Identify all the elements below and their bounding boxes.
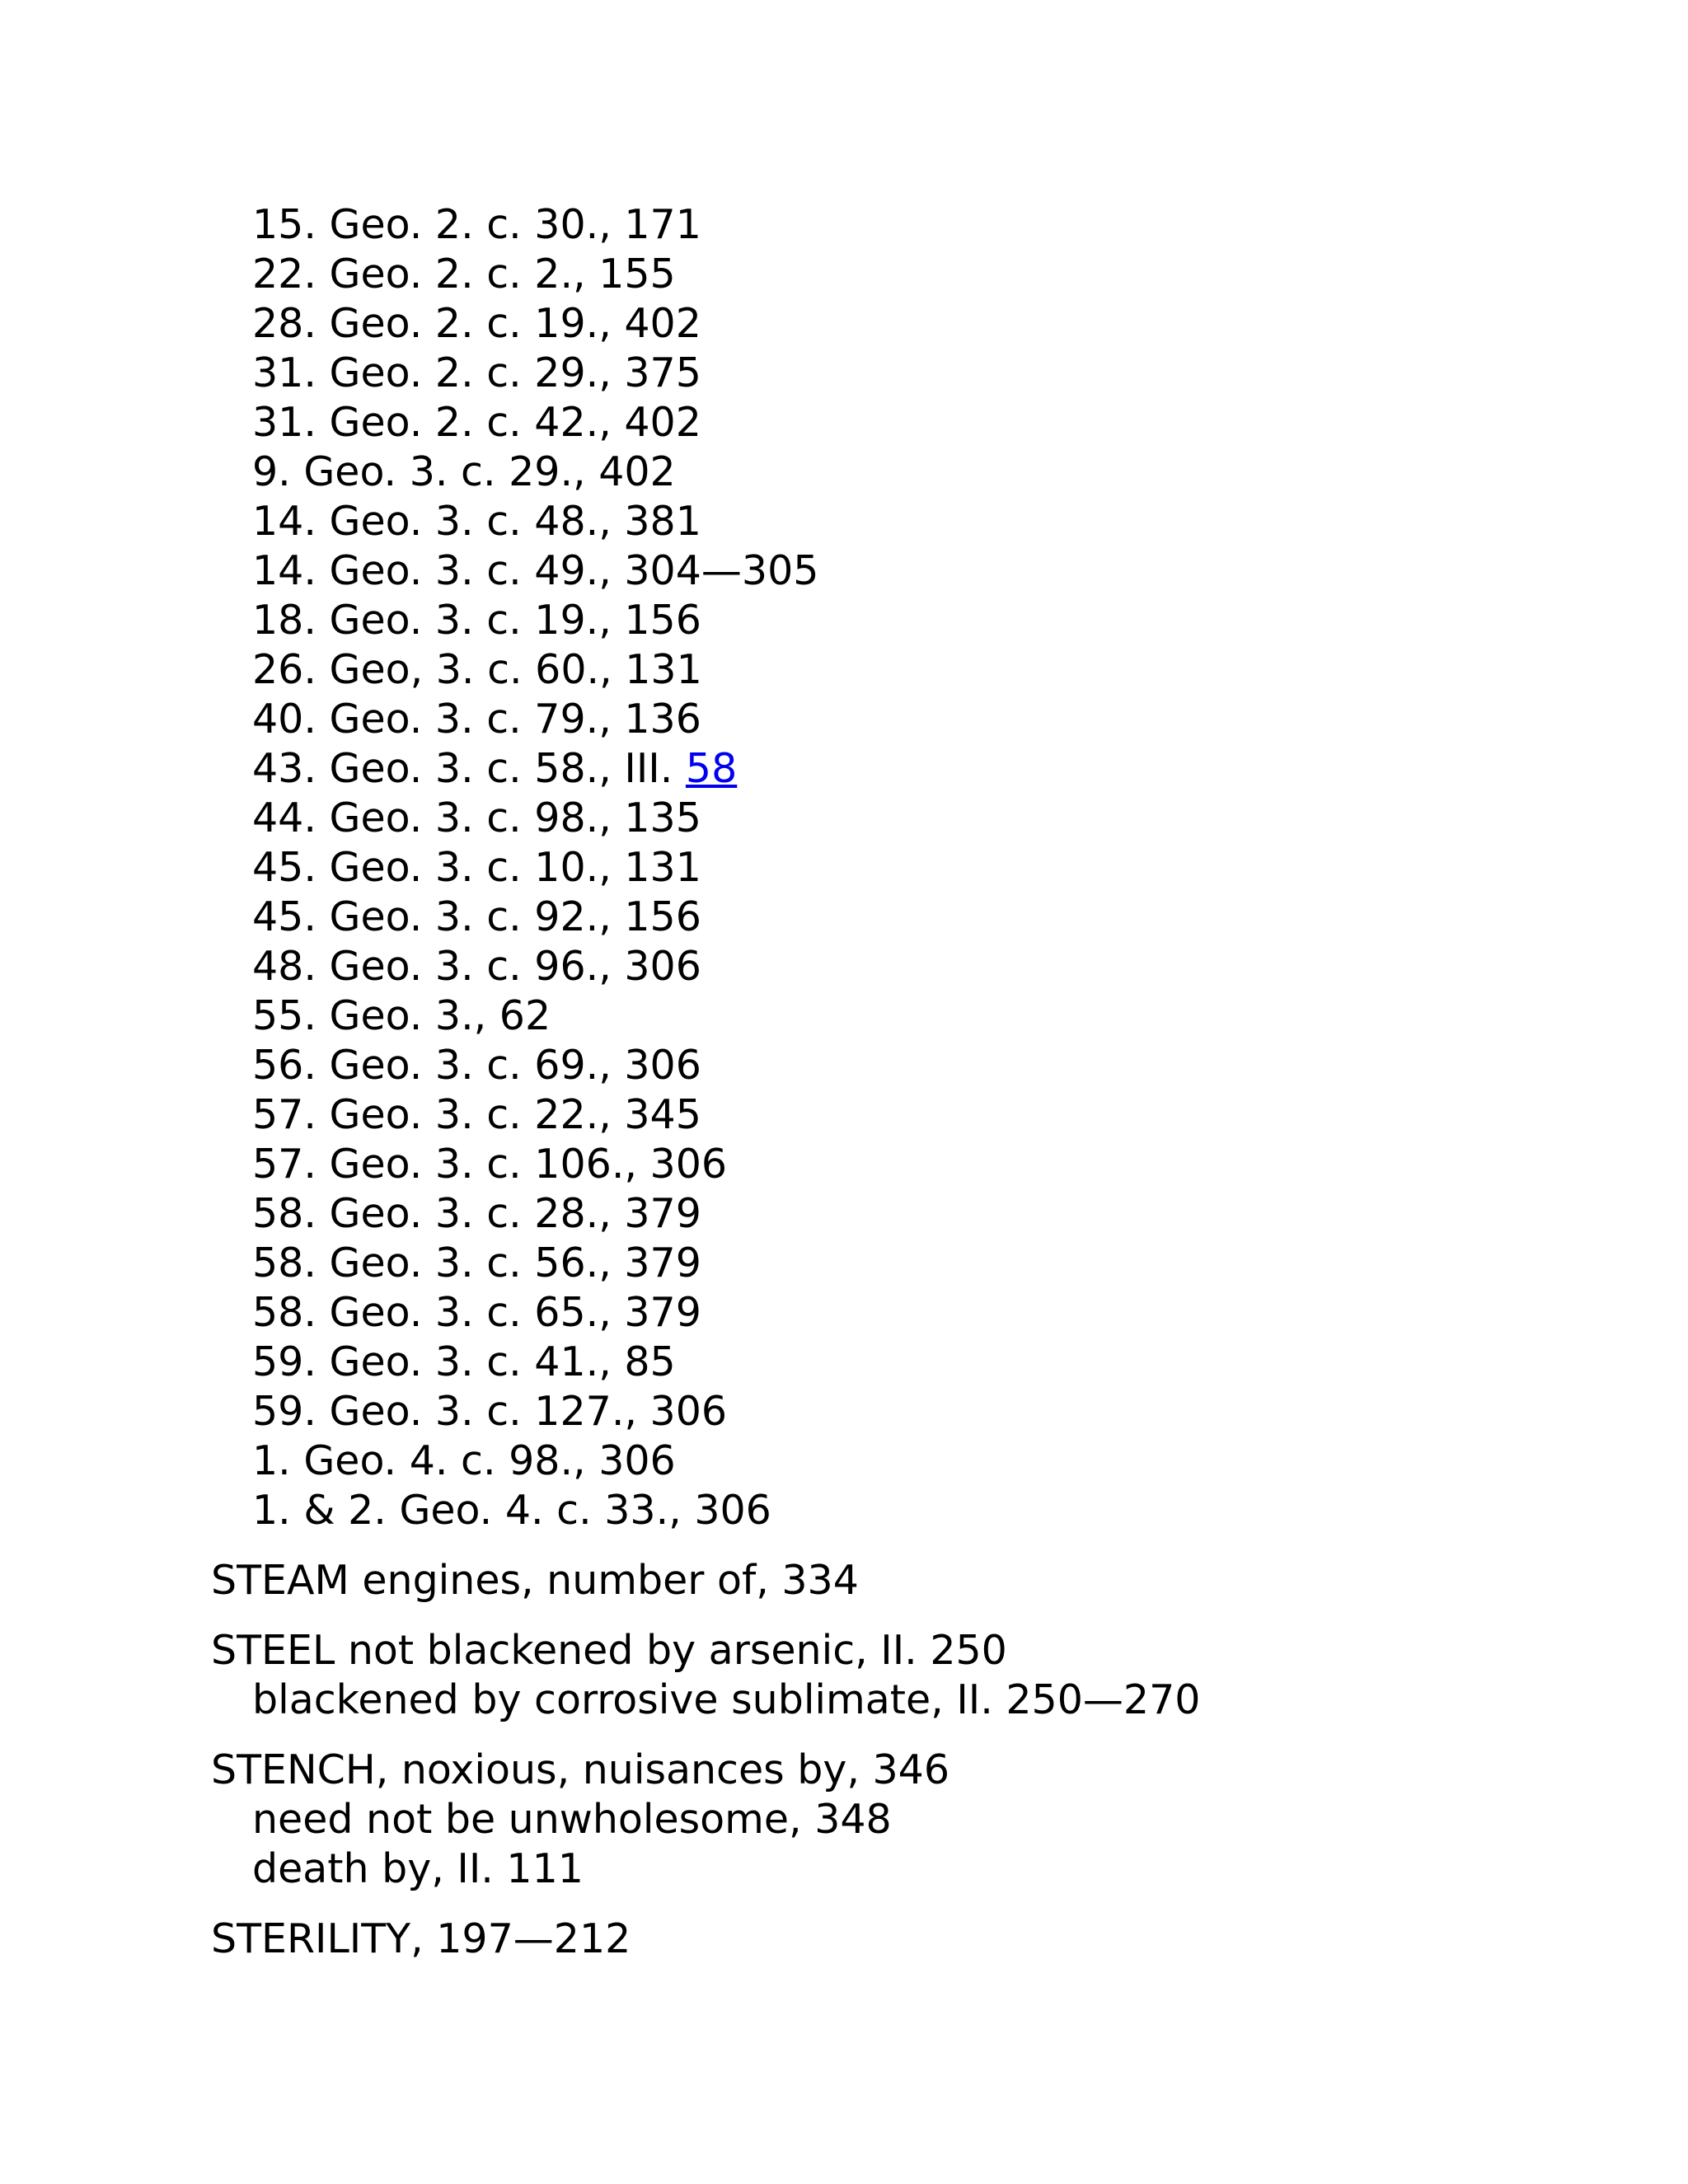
statute-entry: 58. Geo. 3. c. 56., 379 (252, 1240, 701, 1286)
statute-entry: 57. Geo. 3. c. 22., 345 (252, 1091, 701, 1138)
entry-heading: STERILITY, 197—212 (211, 1915, 631, 1962)
entry-heading: STEEL not blackened by arsenic, II. 250 (211, 1627, 1007, 1674)
statute-entry: 57. Geo. 3. c. 106., 306 (252, 1141, 728, 1188)
statute-entry: 31. Geo. 2. c. 42., 402 (252, 399, 701, 446)
statute-entry: 59. Geo. 3. c. 127., 306 (252, 1388, 728, 1435)
statute-entry: 44. Geo. 3. c. 98., 135 (252, 794, 701, 841)
statute-entry: 48. Geo. 3. c. 96., 306 (252, 943, 701, 990)
statute-entry: 55. Geo. 3., 62 (252, 992, 551, 1039)
statute-entry: 22. Geo. 2. c. 2., 155 (252, 251, 676, 298)
statute-entry-text: 43. Geo. 3. c. 58., III. (252, 745, 673, 792)
statute-entry: 45. Geo. 3. c. 10., 131 (252, 844, 701, 891)
statute-entry: 58. Geo. 3. c. 65., 379 (252, 1289, 701, 1336)
entry-heading: STENCH, noxious, nuisances by, 346 (211, 1746, 950, 1793)
statute-entry: 1. & 2. Geo. 4. c. 33., 306 (252, 1487, 771, 1534)
index-entry-stench (211, 1746, 1612, 1894)
index-entry-steel (211, 1626, 1612, 1725)
entry-subentry: need not be unwholesome, 348 (252, 1796, 892, 1843)
statute-entry: 40. Geo. 3. c. 79., 136 (252, 696, 701, 743)
entry-subentry: blackened by corrosive sublimate, II. 250—270 (252, 1676, 1201, 1723)
index-entry-sterility (211, 1915, 1612, 1964)
statute-entry: 26. Geo, 3. c. 60., 131 (252, 646, 702, 693)
entry-heading: STEAM engines, number of, 334 (211, 1557, 859, 1604)
index-page (211, 200, 1612, 1964)
statute-entry: 1. Geo. 4. c. 98., 306 (252, 1437, 676, 1484)
statute-entry: 9. Geo. 3. c. 29., 402 (252, 448, 676, 495)
statute-entry: 45. Geo. 3. c. 92., 156 (252, 893, 701, 940)
statute-entry: 59. Geo. 3. c. 41., 85 (252, 1338, 676, 1385)
index-entry-steam (211, 1556, 1612, 1605)
statute-list (211, 200, 1612, 1535)
statute-entry: 56. Geo. 3. c. 69., 306 (252, 1042, 701, 1089)
statute-entry: 14. Geo. 3. c. 49., 304—305 (252, 547, 819, 594)
entry-subentry: death by, II. 111 (252, 1845, 584, 1892)
statute-entry: 58. Geo. 3. c. 28., 379 (252, 1190, 701, 1237)
statute-entry: 18. Geo. 3. c. 19., 156 (252, 597, 701, 644)
page-58-link[interactable]: 58 (685, 745, 738, 792)
statute-entry: 15. Geo. 2. c. 30., 171 (252, 201, 701, 248)
statute-entry: 14. Geo. 3. c. 48., 381 (252, 498, 701, 545)
statute-entry: 28. Geo. 2. c. 19., 402 (252, 300, 701, 347)
statute-entry: 31. Geo. 2. c. 29., 375 (252, 349, 701, 396)
statute-entry-with-link (211, 744, 1612, 794)
